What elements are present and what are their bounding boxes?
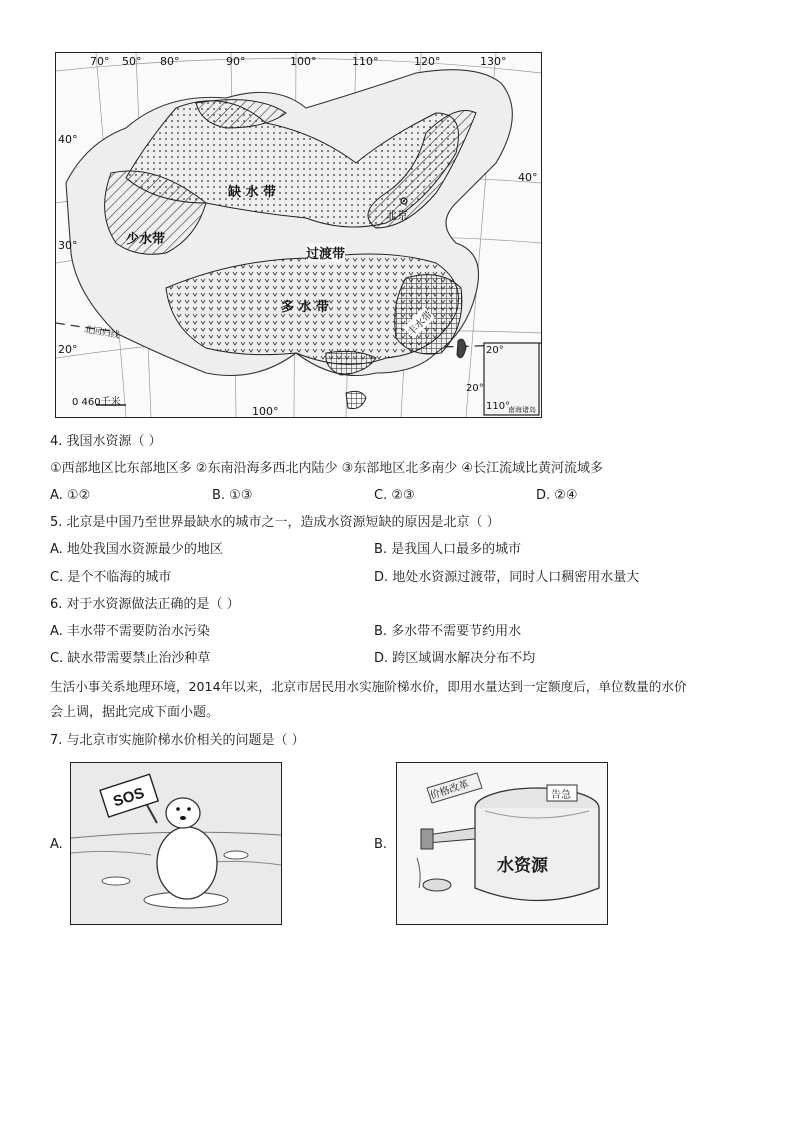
lon-label-bottom: 100°: [252, 405, 279, 418]
tropic-label: 北回归线: [83, 324, 121, 342]
q5-option-c[interactable]: C. 是个不临海的城市: [50, 570, 172, 585]
inset-caption: 南海诸岛: [508, 406, 536, 414]
lon-label: 130°: [480, 55, 507, 68]
zone-plenty: 多 水 带: [281, 300, 330, 315]
lon-label: 70°: [90, 55, 110, 68]
lon-label: 90°: [226, 55, 246, 68]
tank-tag: 告急: [551, 790, 571, 801]
q7-picture-a[interactable]: [70, 762, 282, 925]
q7-option-a-label[interactable]: A.: [50, 837, 63, 852]
inset-lat: 20°: [466, 383, 484, 394]
lon-label: 100°: [290, 55, 317, 68]
water-resource-map: [55, 52, 542, 418]
lat-label: 30°: [58, 239, 78, 252]
q5-option-a[interactable]: A. 地处我国水资源最少的地区: [50, 542, 223, 557]
zone-transition: 过渡带: [306, 243, 345, 262]
pipe-label: 价格改革: [428, 778, 471, 802]
polar-bear-illustration: [71, 763, 281, 924]
q7-stem: 7. 与北京市实施阶梯水价相关的问题是（ ）: [50, 733, 305, 748]
lat-label: 20°: [58, 343, 78, 356]
lon-label: 110°: [352, 55, 379, 68]
sos-sign: SOS: [111, 784, 147, 811]
tank-label: 水资源: [497, 856, 548, 876]
q6-option-a[interactable]: A. 丰水带不需要防治水污染: [50, 624, 210, 639]
zone-shortage: 缺 水 带: [228, 185, 277, 200]
q4-option-c[interactable]: C. ②③: [374, 488, 415, 503]
q4-option-a[interactable]: A. ①②: [50, 488, 91, 503]
zone-little: 少水带: [126, 232, 166, 247]
q6-option-b[interactable]: B. 多水带不需要节约用水: [374, 624, 522, 639]
q7-option-b-label[interactable]: B.: [374, 837, 388, 852]
q5-stem: 5. 北京是中国乃至世界最缺水的城市之一，造成水资源短缺的原因是北京（ ）: [50, 515, 500, 530]
q4-statements: ①西部地区比东部地区多 ②东南沿海多西北内陆少 ③东部地区北多南少 ④长江流域比黄河流域多: [50, 461, 604, 476]
intro-line-1: 生活小事关系地理环境，2014年以来，北京市居民用水实施阶梯水价，即用水量达到一定额度后，单位数量的水价: [50, 679, 687, 694]
zone-rich: 丰水带: [403, 307, 435, 339]
inset-lon: 110°: [486, 401, 511, 412]
q6-option-d[interactable]: D. 跨区域调水解决分布不均: [374, 651, 536, 666]
q6-option-c[interactable]: C. 缺水带需要禁止治沙种草: [50, 651, 211, 666]
q7-picture-b[interactable]: [396, 762, 608, 925]
lat-label: 40°: [518, 171, 538, 184]
lon-label: 80°: [160, 55, 180, 68]
scale-label: 0 460千米: [72, 397, 121, 408]
q6-stem: 6. 对于水资源做法正确的是（ ）: [50, 597, 240, 612]
lon-label: 50°: [122, 55, 142, 68]
q4-option-d[interactable]: D. ②④: [536, 488, 578, 503]
lon-label: 120°: [414, 55, 441, 68]
q4-option-b[interactable]: B. ①③: [212, 488, 253, 503]
beijing-label: 北京: [386, 209, 408, 222]
intro-line-2: 会上调，据此完成下面小题。: [50, 705, 220, 720]
inset-lat: 20°: [486, 345, 504, 356]
q4-stem: 4. 我国水资源（ ）: [50, 434, 162, 449]
lat-label: 40°: [58, 133, 78, 146]
q5-option-d[interactable]: D. 地处水资源过渡带，同时人口稠密用水量大: [374, 570, 640, 585]
q5-option-b[interactable]: B. 是我国人口最多的城市: [374, 542, 522, 557]
